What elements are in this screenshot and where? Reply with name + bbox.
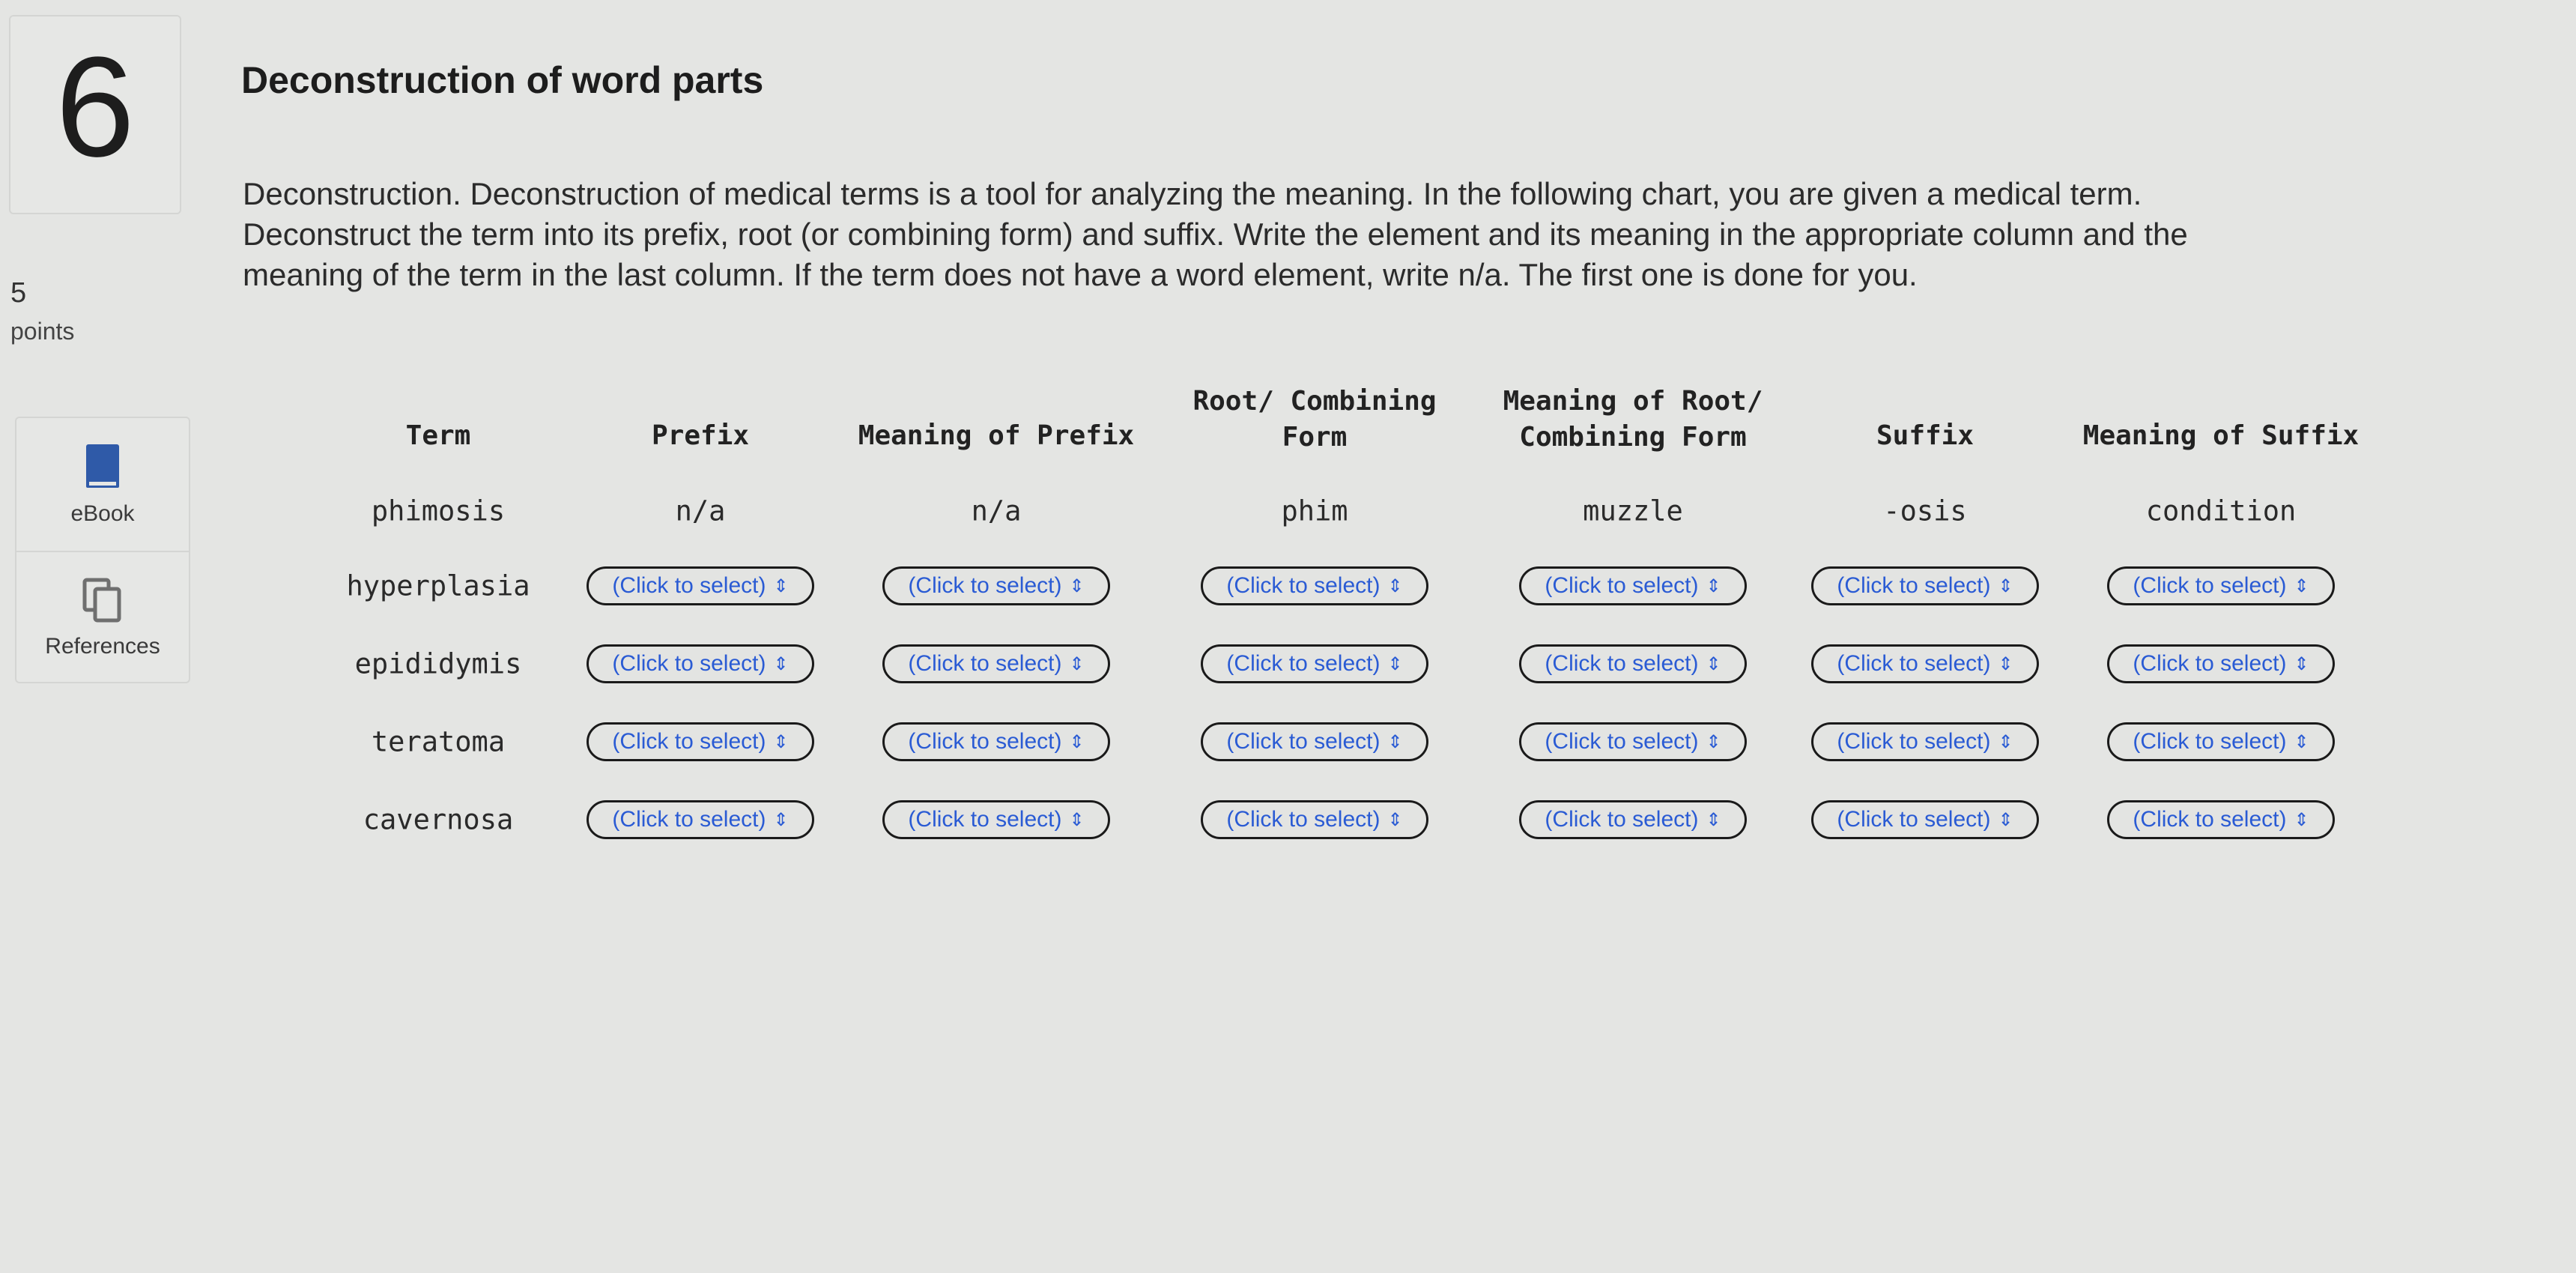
select-label: (Click to select)	[908, 729, 1062, 754]
select-hyperplasia-root[interactable]	[1201, 566, 1428, 605]
header-meaning-of-root	[1503, 384, 1763, 456]
term-hyperplasia: hyperplasia	[346, 569, 530, 602]
page-title: Deconstruction of word parts	[241, 59, 764, 101]
select-label: (Click to select)	[1226, 651, 1381, 676]
header-meaning-of-prefix-line: Meaning of Prefix	[858, 420, 1135, 451]
select-label: (Click to select)	[612, 573, 766, 598]
select-epididymis-meaning-of-root[interactable]	[1519, 644, 1747, 683]
example-cell-prefix: n/a	[675, 495, 726, 527]
select-hyperplasia-suffix[interactable]	[1811, 566, 2039, 605]
term-teratoma: teratoma	[371, 725, 506, 758]
chevron-updown-icon: ⇕	[1069, 731, 1085, 752]
select-cavernosa-meaning-of-suffix[interactable]	[2107, 800, 2335, 839]
select-cavernosa-prefix[interactable]	[587, 800, 814, 839]
chevron-updown-icon: ⇕	[1069, 575, 1085, 596]
copy-icon	[82, 577, 124, 623]
select-label: (Click to select)	[612, 807, 766, 832]
ebook-label: eBook	[70, 501, 135, 526]
chevron-updown-icon: ⇕	[1998, 575, 2013, 596]
example-cell-meaning-of-suffix: condition	[2145, 495, 2297, 527]
header-meaning-of-prefix	[858, 418, 1134, 454]
example-cell-root: phim	[1281, 495, 1348, 527]
select-label: (Click to select)	[1226, 729, 1381, 754]
chevron-updown-icon: ⇕	[1706, 809, 1721, 830]
header-meaning-of-suffix-line: Meaning of Suffix	[2082, 420, 2360, 451]
chevron-updown-icon: ⇕	[1069, 809, 1085, 830]
header-root	[1192, 384, 1436, 456]
select-label: (Click to select)	[1545, 651, 1699, 676]
header-term	[406, 418, 471, 454]
select-cavernosa-suffix[interactable]	[1811, 800, 2039, 839]
example-cell-meaning-of-prefix: n/a	[971, 495, 1022, 527]
chevron-updown-icon: ⇕	[1706, 575, 1721, 596]
chevron-updown-icon: ⇕	[1069, 653, 1085, 674]
select-label: (Click to select)	[1837, 729, 1991, 754]
question-number: 6	[55, 28, 135, 187]
example-cell-suffix: -osis	[1883, 495, 1967, 527]
select-label: (Click to select)	[1226, 807, 1381, 832]
references-button[interactable]	[16, 551, 189, 683]
chevron-updown-icon: ⇕	[2294, 731, 2309, 752]
chevron-updown-icon: ⇕	[1387, 731, 1403, 752]
example-cell-term: phimosis	[371, 495, 506, 527]
chevron-updown-icon: ⇕	[1706, 653, 1721, 674]
chevron-updown-icon: ⇕	[1998, 809, 2013, 830]
select-hyperplasia-meaning-of-root[interactable]	[1519, 566, 1747, 605]
chevron-updown-icon: ⇕	[773, 575, 789, 596]
select-teratoma-meaning-of-prefix[interactable]	[882, 722, 1110, 761]
select-label: (Click to select)	[612, 651, 766, 676]
header-meaning-of-suffix	[2083, 418, 2359, 454]
select-epididymis-meaning-of-prefix[interactable]	[882, 644, 1110, 683]
select-label: (Click to select)	[1837, 807, 1991, 832]
chevron-updown-icon: ⇕	[1998, 653, 2013, 674]
references-label: References	[45, 633, 160, 659]
term-epididymis: epididymis	[354, 647, 522, 680]
select-epididymis-prefix[interactable]	[587, 644, 814, 683]
select-hyperplasia-meaning-of-suffix[interactable]	[2107, 566, 2335, 605]
select-label: (Click to select)	[1226, 573, 1381, 598]
select-label: (Click to select)	[2133, 573, 2287, 598]
select-label: (Click to select)	[2133, 651, 2287, 676]
select-epididymis-root[interactable]	[1201, 644, 1428, 683]
header-prefix-line: Prefix	[651, 420, 750, 451]
book-icon	[83, 443, 122, 491]
select-label: (Click to select)	[1545, 729, 1699, 754]
example-cell-meaning-of-root: muzzle	[1583, 495, 1683, 527]
header-meaning-of-root-line: Meaning of Root/	[1503, 386, 1763, 417]
instructions-text: Deconstruction. Deconstruction of medical terms is a tool for analyzing the meaning. In the following chart, you are given a medical term. Deconstruct the term into its prefix, root (or combining form) and suffix. Write the element and its meaning in the appropriate column and the meaning of the term in the last column. If the term does not have a word element, write n/a. The first one is done for you.	[243, 176, 2188, 292]
header-term-line: Term	[405, 420, 471, 451]
chevron-updown-icon: ⇕	[773, 731, 789, 752]
header-suffix	[1876, 418, 1974, 454]
select-label: (Click to select)	[1545, 573, 1699, 598]
select-label: (Click to select)	[2133, 729, 2287, 754]
select-label: (Click to select)	[908, 807, 1062, 832]
chevron-updown-icon: ⇕	[2294, 809, 2309, 830]
select-cavernosa-meaning-of-root[interactable]	[1519, 800, 1747, 839]
select-teratoma-suffix[interactable]	[1811, 722, 2039, 761]
question-number-box	[9, 15, 181, 214]
select-label: (Click to select)	[1837, 573, 1991, 598]
points-label: points	[10, 318, 75, 345]
select-label: (Click to select)	[2133, 807, 2287, 832]
tools-panel	[15, 417, 190, 683]
select-teratoma-prefix[interactable]	[587, 722, 814, 761]
chevron-updown-icon: ⇕	[1387, 575, 1403, 596]
select-label: (Click to select)	[1545, 807, 1699, 832]
chevron-updown-icon: ⇕	[1998, 731, 2013, 752]
chevron-updown-icon: ⇕	[1387, 809, 1403, 830]
select-hyperplasia-meaning-of-prefix[interactable]	[882, 566, 1110, 605]
select-teratoma-meaning-of-root[interactable]	[1519, 722, 1747, 761]
select-label: (Click to select)	[612, 729, 766, 754]
select-hyperplasia-prefix[interactable]	[587, 566, 814, 605]
select-label: (Click to select)	[908, 573, 1062, 598]
select-cavernosa-root[interactable]	[1201, 800, 1428, 839]
chevron-updown-icon: ⇕	[773, 809, 789, 830]
header-prefix	[652, 418, 749, 454]
header-meaning-of-root-line: Combining Form	[1519, 422, 1747, 453]
select-label: (Click to select)	[1837, 651, 1991, 676]
select-cavernosa-meaning-of-prefix[interactable]	[882, 800, 1110, 839]
header-root-line: Form	[1282, 422, 1348, 453]
points-value: 5	[10, 277, 27, 309]
chevron-updown-icon: ⇕	[2294, 575, 2309, 596]
select-label: (Click to select)	[908, 651, 1062, 676]
chevron-updown-icon: ⇕	[1706, 731, 1721, 752]
term-cavernosa: cavernosa	[363, 803, 514, 836]
ebook-button[interactable]	[16, 418, 189, 551]
select-epididymis-suffix[interactable]	[1811, 644, 2039, 683]
chevron-updown-icon: ⇕	[773, 653, 789, 674]
chevron-updown-icon: ⇕	[2294, 653, 2309, 674]
header-root-line: Root/ Combining	[1192, 386, 1437, 417]
select-teratoma-root[interactable]	[1201, 722, 1428, 761]
select-epididymis-meaning-of-suffix[interactable]	[2107, 644, 2335, 683]
header-suffix-line: Suffix	[1876, 420, 1975, 451]
chevron-updown-icon: ⇕	[1387, 653, 1403, 674]
select-teratoma-meaning-of-suffix[interactable]	[2107, 722, 2335, 761]
